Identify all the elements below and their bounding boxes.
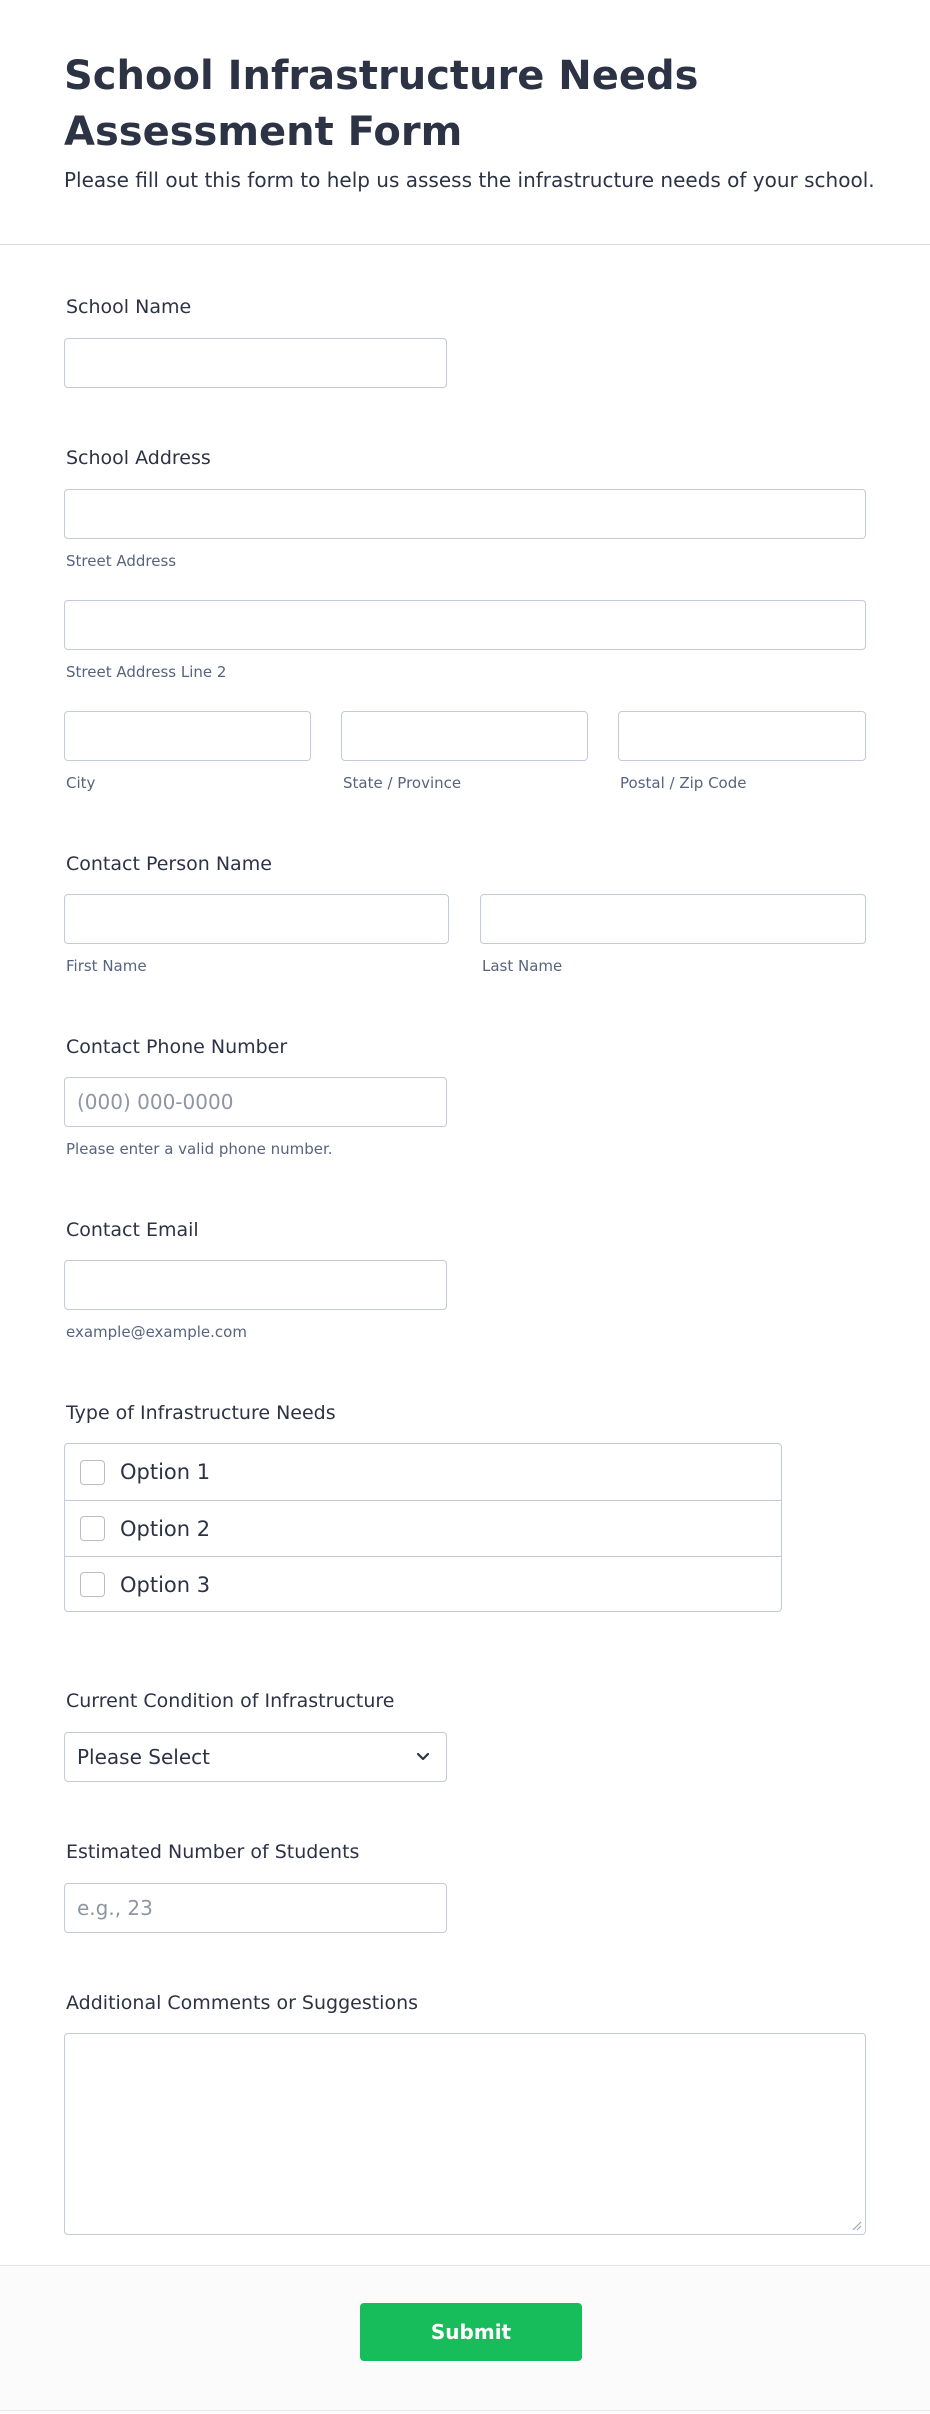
state-province-input[interactable] <box>341 711 588 761</box>
city-input[interactable] <box>64 711 311 761</box>
street-address-sublabel: Street Address <box>66 552 177 570</box>
infrastructure-needs-label: Type of Infrastructure Needs <box>66 1402 336 1424</box>
condition-label: Current Condition of Infrastructure <box>66 1690 395 1712</box>
condition-select-value: Please Select <box>77 1745 210 1769</box>
form-subtitle: Please fill out this form to help us assess the infrastructure needs of your school. <box>64 168 875 192</box>
street-address-line2-input[interactable] <box>64 600 866 650</box>
email-input[interactable] <box>64 1260 447 1310</box>
street-address-line2-sublabel: Street Address Line 2 <box>66 663 227 681</box>
contact-name-label: Contact Person Name <box>66 853 272 875</box>
students-input[interactable] <box>64 1883 447 1933</box>
form-header <box>0 0 930 245</box>
checkbox-option-3[interactable] <box>65 1556 781 1612</box>
resize-handle-icon[interactable] <box>850 2219 862 2231</box>
state-province-sublabel: State / Province <box>343 774 462 792</box>
checkbox-label: Option 2 <box>120 1516 211 1541</box>
condition-select[interactable] <box>64 1732 447 1782</box>
students-label: Estimated Number of Students <box>66 1841 360 1863</box>
postal-code-input[interactable] <box>618 711 866 761</box>
first-name-sublabel: First Name <box>66 957 147 975</box>
last-name-input[interactable] <box>480 894 866 944</box>
school-name-input[interactable] <box>64 338 447 388</box>
comments-label: Additional Comments or Suggestions <box>66 1992 419 2014</box>
checkbox-option-1[interactable] <box>65 1444 781 1500</box>
email-sublabel: example@example.com <box>66 1323 247 1341</box>
street-address-input[interactable] <box>64 489 866 539</box>
checkbox[interactable] <box>80 1516 105 1541</box>
submit-button[interactable]: Submit <box>360 2303 582 2361</box>
chevron-down-icon <box>412 1746 434 1768</box>
contact-email-label: Contact Email <box>66 1219 199 1241</box>
first-name-input[interactable] <box>64 894 449 944</box>
footer-divider <box>0 2410 930 2414</box>
checkbox[interactable] <box>80 1572 105 1597</box>
postal-code-sublabel: Postal / Zip Code <box>620 774 747 792</box>
school-address-label: School Address <box>66 447 211 469</box>
last-name-sublabel: Last Name <box>482 957 563 975</box>
checkbox-label: Option 3 <box>120 1572 211 1597</box>
checkbox-label: Option 1 <box>120 1460 211 1484</box>
infrastructure-needs-checkbox-group <box>64 1443 782 1612</box>
checkbox[interactable] <box>80 1460 105 1485</box>
comments-textarea[interactable] <box>64 2033 866 2235</box>
form-title: School Infrastructure Needs Assessment Form <box>64 53 699 155</box>
school-name-label: School Name <box>66 296 192 318</box>
phone-input[interactable] <box>64 1077 447 1127</box>
phone-sublabel: Please enter a valid phone number. <box>66 1140 333 1158</box>
city-sublabel: City <box>66 774 96 792</box>
checkbox-option-2[interactable] <box>65 1500 781 1556</box>
contact-phone-label: Contact Phone Number <box>66 1036 288 1058</box>
